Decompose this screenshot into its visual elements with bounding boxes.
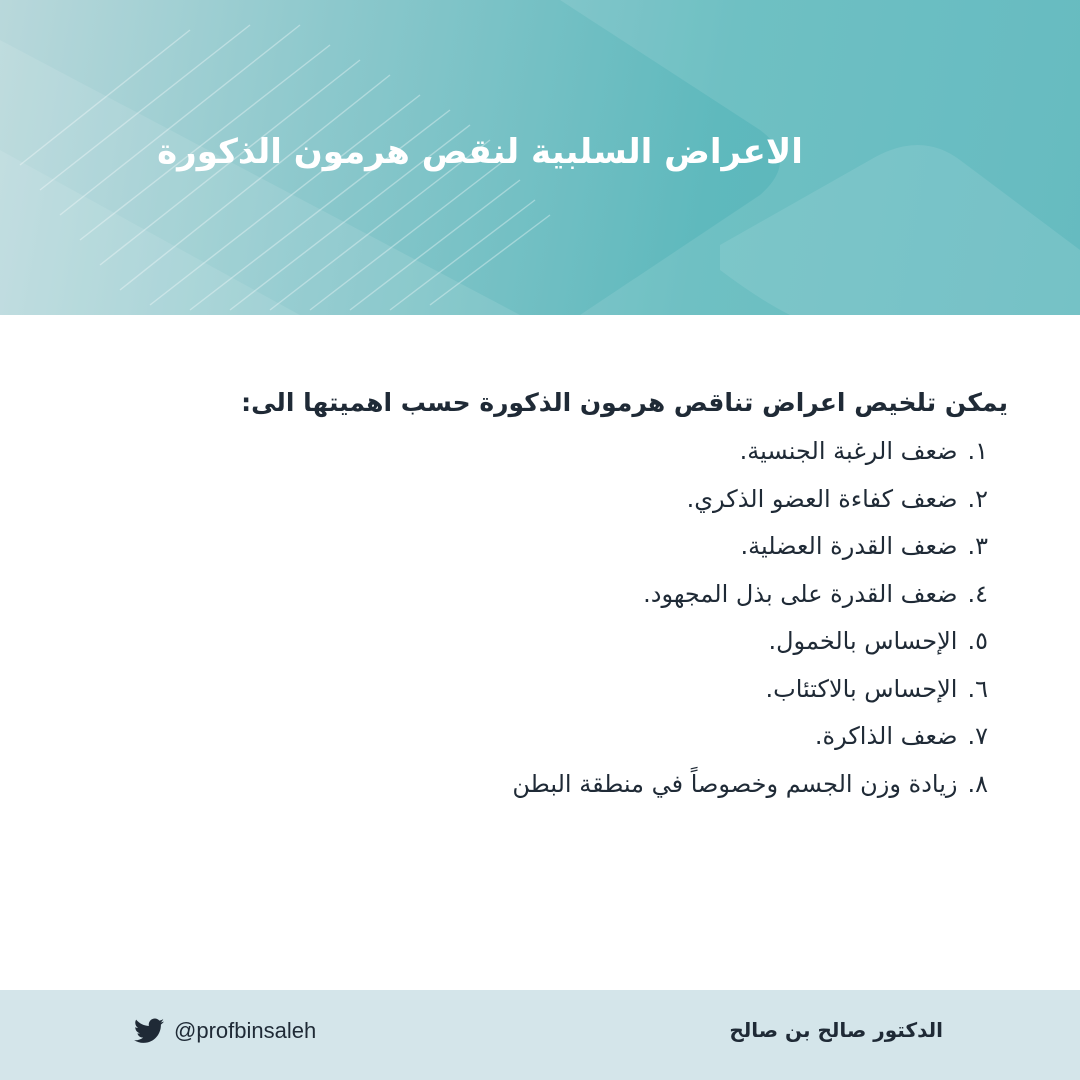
symptoms-list bbox=[188, 428, 1008, 808]
header-banner bbox=[0, 0, 1080, 315]
list-item-number: ٧. bbox=[967, 722, 988, 750]
list-item-number: ١. bbox=[967, 437, 988, 465]
list-item-number: ٤. bbox=[967, 579, 988, 608]
list-item bbox=[188, 666, 988, 714]
list-item-text: ضعف القدرة العضلية. bbox=[740, 532, 958, 560]
list-item-text: زيادة وزن الجسم وخصوصاً في منطقة البطن bbox=[512, 769, 958, 798]
list-item-number: ٢. bbox=[967, 484, 988, 513]
list-item bbox=[188, 713, 988, 761]
list-item-text: ضعف الرغبة الجنسية. bbox=[739, 437, 958, 465]
twitter-bird-icon bbox=[134, 1018, 164, 1044]
list-item bbox=[188, 476, 988, 524]
list-item-text: ضعف القدرة على بذل المجهود. bbox=[643, 579, 958, 608]
list-item bbox=[188, 571, 988, 619]
list-item bbox=[188, 618, 988, 666]
list-item bbox=[188, 523, 988, 571]
footer-bar bbox=[0, 990, 1080, 1080]
intro-text: يمكن تلخيص اعراض تناقص هرمون الذكورة حسب اهميتها الى: bbox=[241, 388, 1008, 417]
list-item-number: ٦. bbox=[967, 674, 988, 703]
list-item-number: ٣. bbox=[967, 532, 988, 560]
list-item bbox=[188, 761, 988, 809]
author-name: الدكتور صالح بن صالح bbox=[729, 1018, 943, 1042]
list-item bbox=[188, 428, 988, 476]
list-item-text: الإحساس بالخمول. bbox=[768, 627, 958, 655]
symptoms-section bbox=[188, 378, 1008, 808]
list-item-number: ٨. bbox=[967, 769, 988, 798]
list-item-text: ضعف الذاكرة. bbox=[814, 722, 958, 750]
twitter-handle-link[interactable] bbox=[134, 1018, 316, 1044]
page-title: الاعراض السلبية لنقص هرمون الذكورة bbox=[157, 132, 803, 172]
list-item-number: ٥. bbox=[967, 627, 988, 655]
list-item-text: ضعف كفاءة العضو الذكري. bbox=[686, 484, 958, 513]
twitter-handle-text: @profbinsaleh bbox=[174, 1018, 317, 1043]
list-item-text: الإحساس بالاكتئاب. bbox=[765, 674, 958, 703]
